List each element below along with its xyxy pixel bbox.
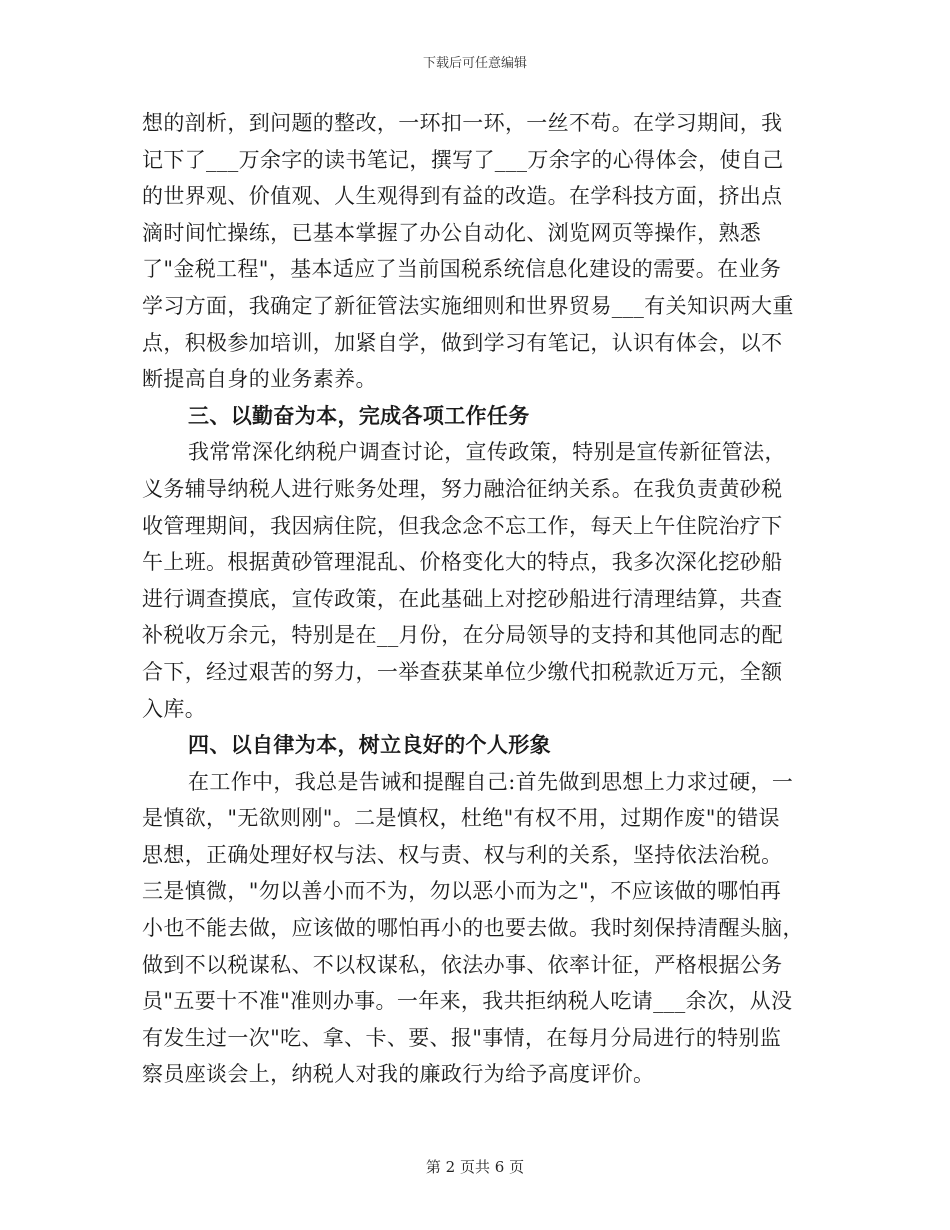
paragraph-line: 在工作中，我总是告诫和提醒自己:首先做到思想上力求过硬，一 xyxy=(188,769,794,794)
paragraph-line: 想的剖析，到问题的整改，一环扣一环，一丝不苟。在学习期间，我 xyxy=(142,111,783,135)
paragraph-line: 学习方面，我确定了新征管法实施细则和世界贸易___有关知识两大重 xyxy=(142,293,794,318)
paragraph-line: 午上班。根据黄砂管理混乱、价格变化大的特点，我多次深化挖砂船 xyxy=(142,550,783,575)
paragraph-line: 察员座谈会上，纳税人对我的廉政行为给予高度评价。 xyxy=(142,1062,655,1087)
paragraph-line: 记下了___万余字的读书笔记，撰写了___万余字的心得体会，使自己 xyxy=(142,147,784,172)
paragraph-line: 进行调查摸底，宣传政策，在此基础上对挖砂船进行清理结算，共查 xyxy=(142,586,783,611)
paragraph-line: 有发生过一次"吃、拿、卡、要、报"事情，在每月分局进行的特别监 xyxy=(142,1025,782,1050)
paragraph-line: 断提高自身的业务素养。 xyxy=(142,367,377,392)
paragraph-line: 义务辅导纳税人进行账务处理，努力融洽征纳关系。在我负责黄砂税 xyxy=(142,476,783,501)
page-header: 下载后可任意编辑 xyxy=(422,56,527,71)
section-heading-4: 四、以自律为本，树立良好的个人形象 xyxy=(188,732,551,758)
paragraph-line: 小也不能去做，应该做的哪怕再小的也要去做。我时刻保持清醒头脑， xyxy=(142,916,804,941)
paragraph-line: 思想，正确处理好权与法、权与责、权与利的关系，坚持依法治税。 xyxy=(142,842,783,867)
paragraph-line: 收管理期间，我因病住院，但我念念不忘工作，每天上午住院治疗下 xyxy=(142,513,783,538)
paragraph-line: 是慎欲，"无欲则刚"。二是慎权，杜绝"有权不用，过期作废"的错误 xyxy=(142,806,780,831)
section-heading-3: 三、以勤奋为本，完成各项工作任务 xyxy=(188,402,530,428)
paragraph-line: 员"五要十不准"准则办事。一年来，我共拒纳税人吃请___余次，从没 xyxy=(142,989,793,1014)
paragraph-line: 滴时间忙操练，已基本掌握了办公自动化、浏览网页等操作，熟悉 xyxy=(142,220,762,245)
page-footer: 第 2 页共 6 页 xyxy=(425,1158,525,1176)
paragraph-line: 三是慎微，"勿以善小而不为，勿以恶小而为之"，不应该做的哪怕再 xyxy=(142,879,782,904)
paragraph-line: 我常常深化纳税户调查讨论，宣传政策，特别是宣传新征管法， xyxy=(188,440,786,465)
paragraph-line: 做到不以税谋私、不以权谋私，依法办事、依率计征，严格根据公务 xyxy=(142,952,783,977)
paragraph-line: 入库。 xyxy=(142,696,207,721)
paragraph-line: 合下，经过艰苦的努力，一举查获某单位少缴代扣税款近万元，全额 xyxy=(142,659,783,684)
paragraph-line: 点，积极参加培训，加紧自学，做到学习有笔记，认识有体会，以不 xyxy=(142,330,783,355)
document-body xyxy=(142,105,808,1093)
paragraph-line: 的世界观、价值观、人生观得到有益的改造。在学科技方面，挤出点 xyxy=(142,184,783,209)
paragraph-line: 补税收万余元，特别是在__月份，在分局领导的支持和其他同志的配 xyxy=(142,623,783,648)
paragraph-line: 了"金税工程"，基本适应了当前国税系统信息化建设的需要。在业务 xyxy=(142,257,782,282)
